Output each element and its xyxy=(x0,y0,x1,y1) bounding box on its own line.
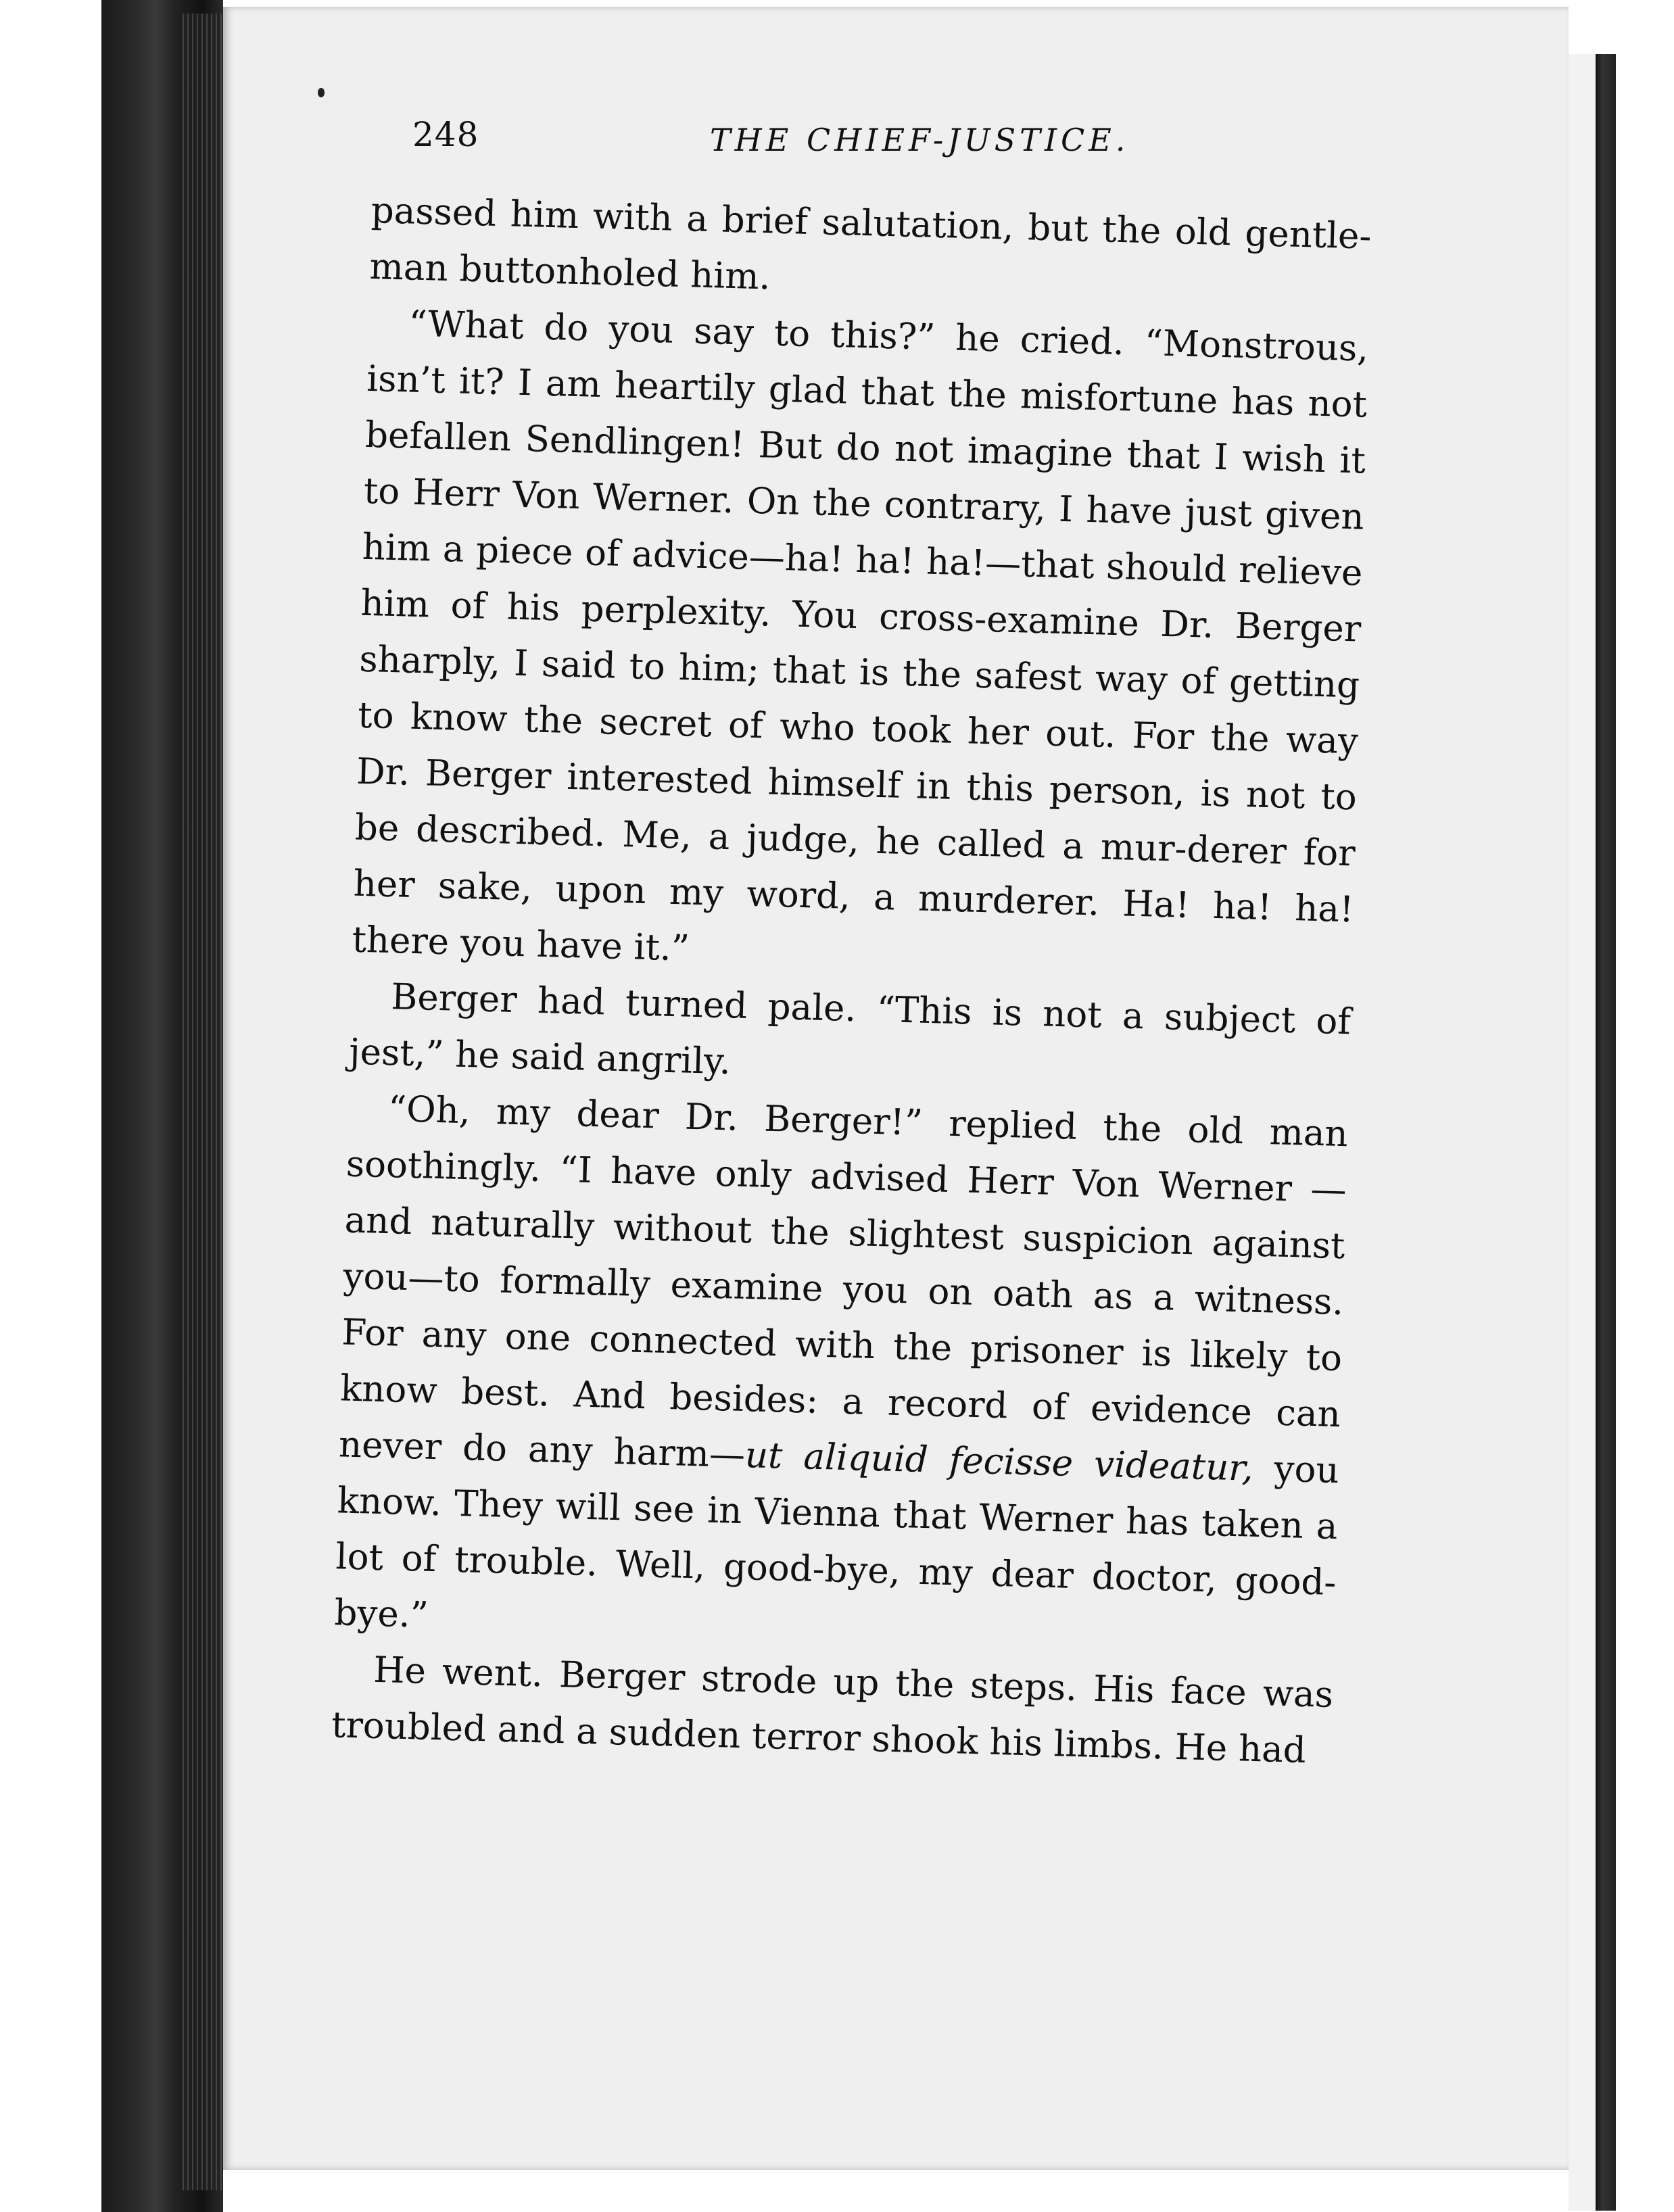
ink-speck xyxy=(318,88,325,97)
paragraph-5: He went. Berger strode up the steps. His face was troubled and a sudden terror shook his limbs. He had xyxy=(331,1649,1334,1771)
paragraph-4-text-b: you know. They will see in Vienna that Werner has taken a lot of trouble. Well, good-bye, my dear doctor, good-bye.” xyxy=(333,1447,1340,1636)
paragraph-4-text-a: “Oh, my dear Dr. Berger!” replied the old man soothingly. “I have only advised Herr Von Werner —and naturally without the slightest suspicion against you—to formally examine you on oath as a witness. For any one connected with the prisoner is likely to know best. And besides: a record of evidence can never do any harm— xyxy=(338,1088,1349,1476)
page-header xyxy=(223,108,1569,162)
adjacent-page-margin xyxy=(1569,54,1596,2211)
running-head: THE CHIEF-JUSTICE. xyxy=(710,122,1130,158)
paragraph-2: “What do you say to this?” he cried. “Monstrous, isn’t it? I am heartily glad that the misfortune has not befallen Sendlingen! But do not imagine that I wish it to Herr Von Werner. On the contrary, I have just given him a piece of advice—ha! ha! ha!—that should relieve him of his perplexity. You cross-examine Dr. Berger sharply, I said to him; that is the safest way of getting to know the secret of who took her out. For the way Dr. Berger interested himself in this person, is not to be described. Me, a judge, he called a mur-derer for her sake, upon my word, a murderer. Ha! ha! ha! there you have it.” xyxy=(351,303,1369,969)
paragraph-1: passed him with a brief salutation, but the old gentle-man buttonholed him. xyxy=(368,189,1372,298)
latin-phrase: ut aliquid fecisse videatur, xyxy=(744,1435,1254,1489)
book-page xyxy=(223,7,1569,2170)
adjacent-page-shadow xyxy=(1596,54,1616,2211)
paragraph-3: Berger had turned pale. “This is not a subject of jest,” he said angrily. xyxy=(348,976,1352,1083)
paragraph-4 xyxy=(334,1080,1349,1667)
adjacent-page-edge xyxy=(1569,0,1674,2212)
page-number: 248 xyxy=(412,115,479,154)
page-edges xyxy=(183,14,223,2190)
page-body xyxy=(331,183,1372,1779)
